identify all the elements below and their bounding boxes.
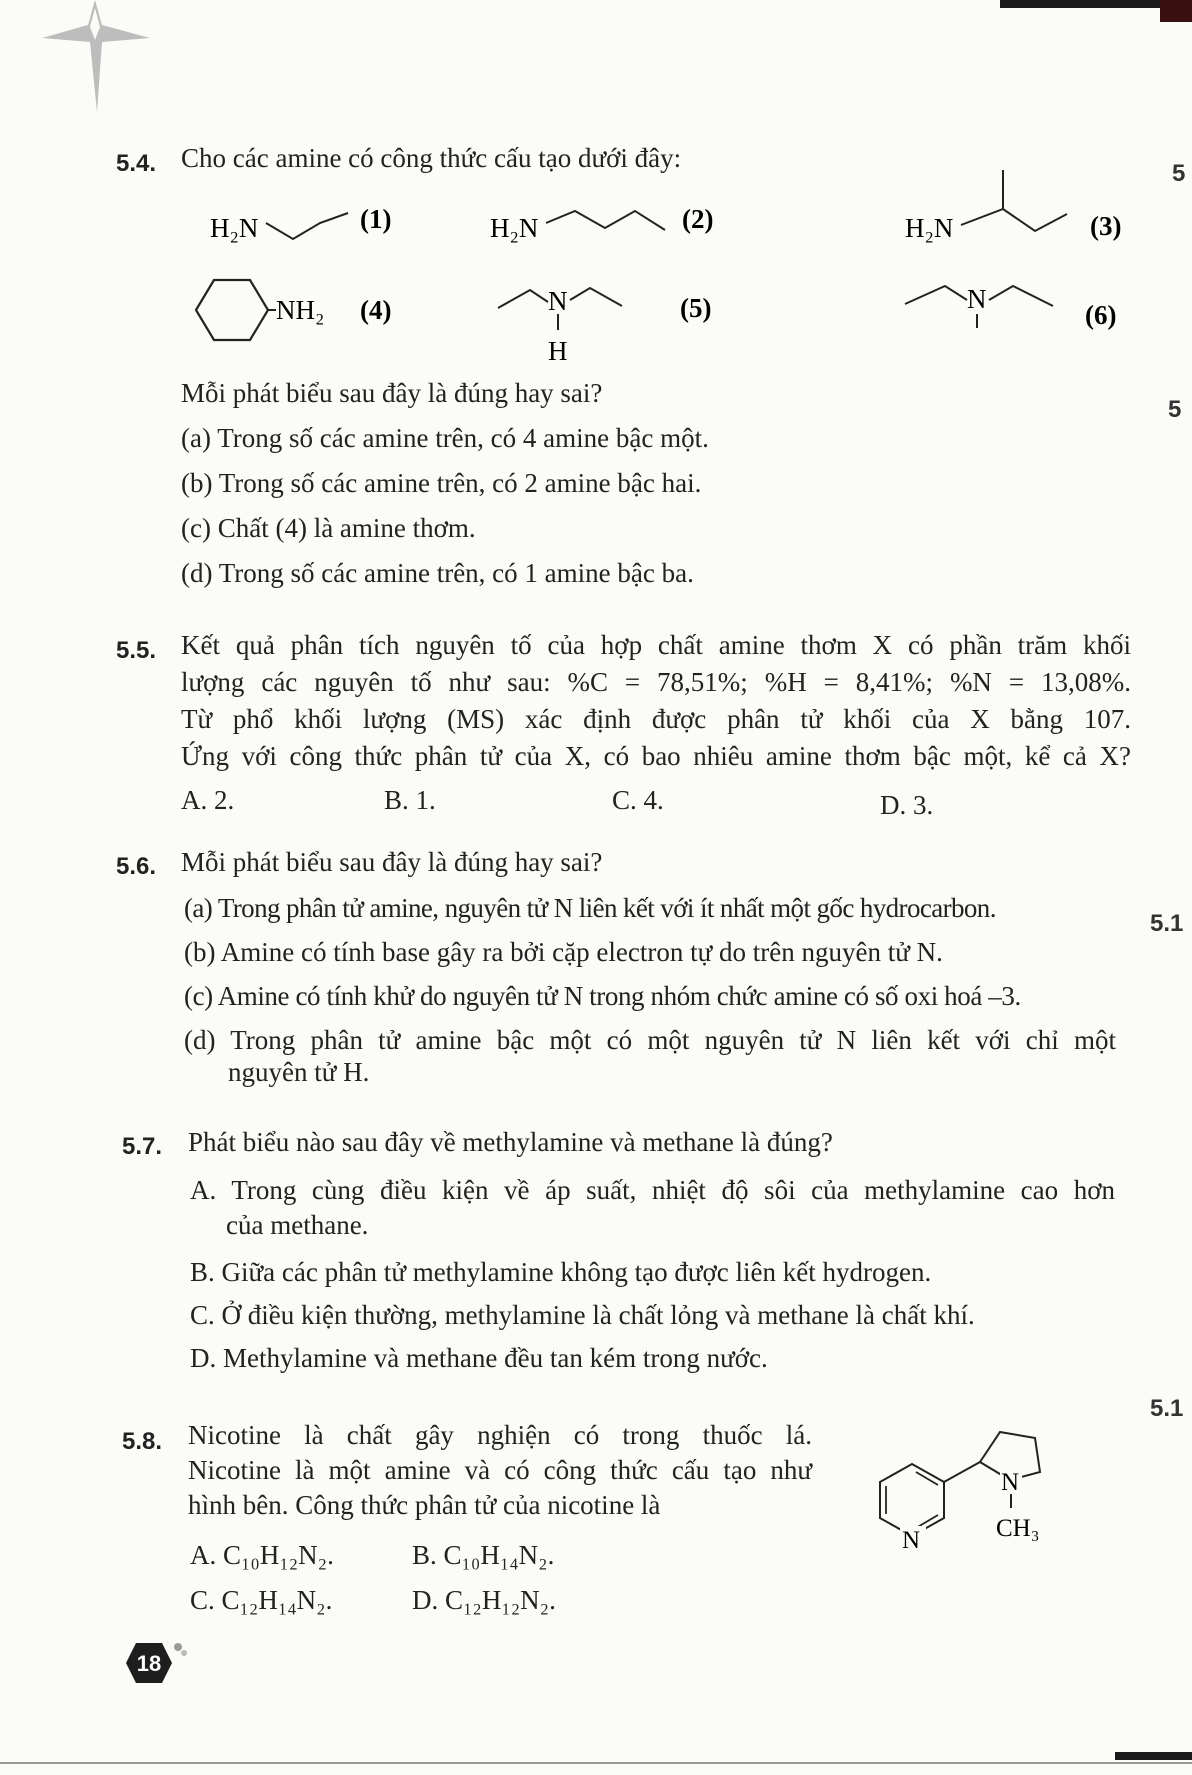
statement-b: (b) Trong số các amine trên, có 2 amine bậc hai. xyxy=(181,468,702,498)
question-line: Từ phổ khối lượng (MS) xác định được phân tử khối của X bằng 107. xyxy=(181,704,1131,734)
question-prompt: Mỗi phát biểu sau đây là đúng hay sai? xyxy=(181,378,603,408)
option-d: D. 3. xyxy=(880,790,934,820)
statement-b: (b) Amine có tính base gây ra bởi cặp electron tự do trên nguyên tử N. xyxy=(184,937,943,967)
option-b: B. 1. xyxy=(384,785,436,815)
structure-3-label: (3) xyxy=(1090,211,1122,241)
edge-mark: 5.1 xyxy=(1150,910,1184,937)
option-d: D. C₁₂H₁₂N₂. xyxy=(412,1585,556,1615)
statement-a: (a) Trong phân tử amine, nguyên tử N liên kết với ít nhất một gốc hydrocarbon. xyxy=(184,893,996,923)
nicotine-ring-n: N xyxy=(902,1527,921,1554)
structure-5-h: H xyxy=(548,336,568,366)
structure-3 xyxy=(895,165,1155,260)
question-line: Nicotine là chất gây nghiện có trong thuốc lá. xyxy=(188,1420,812,1450)
option-d: D. Methylamine và methane đều tan kém trong nước. xyxy=(190,1343,768,1373)
question-line: lượng các nguyên tố như sau: %C = 78,51%; %H = 8,41%; %N = 13,08%. xyxy=(181,667,1131,697)
structure-5-label: (5) xyxy=(680,293,712,323)
option-b: B. C₁₀H₁₄N₂. xyxy=(412,1540,555,1570)
structure-2 xyxy=(480,195,740,255)
statement-c: (c) Amine có tính khử do nguyên tử N trong nhóm chức amine có số oxi hoá –3. xyxy=(184,981,1021,1011)
structure-6 xyxy=(895,272,1155,342)
structure-5 xyxy=(490,272,750,372)
option-a: A. C₁₀H₁₂N₂. xyxy=(190,1540,334,1570)
edge-mark: 5 xyxy=(1172,160,1186,187)
structure-3-formula: H₂N xyxy=(905,213,954,243)
statement-d-cont: nguyên tử H. xyxy=(228,1057,370,1087)
structure-2-formula: H₂N xyxy=(490,213,539,243)
question-number: 5.4. xyxy=(116,150,157,177)
option-a: A. 2. xyxy=(181,785,235,815)
structure-4-formula: NH₂ xyxy=(276,295,325,325)
book-logo-icon xyxy=(40,0,150,115)
bottom-edge-bar xyxy=(1115,1752,1192,1760)
question-line: Kết quả phân tích nguyên tố của hợp chất amine thơm X có phần trăm khối xyxy=(181,630,1131,660)
structure-1 xyxy=(200,195,420,255)
question-line: Ứng với công thức phân tử của X, có bao nhiêu amine thơm bậc một, kể cả X? xyxy=(181,741,1131,771)
question-stem: Mỗi phát biểu sau đây là đúng hay sai? xyxy=(181,847,603,877)
page-number-badge xyxy=(112,1635,192,1695)
question-number: 5.6. xyxy=(116,853,157,880)
option-c: C. Ở điều kiện thường, methylamine là chất lỏng và methane là chất khí. xyxy=(190,1300,975,1330)
option-c: C. 4. xyxy=(612,785,664,815)
structure-4 xyxy=(190,272,420,352)
structure-6-label: (6) xyxy=(1085,300,1117,330)
question-stem: Cho các amine có công thức cấu tạo dưới đây: xyxy=(181,143,682,173)
nicotine-methyl: CH₃ xyxy=(996,1515,1040,1542)
edge-mark: 5 xyxy=(1168,396,1182,423)
structure-1-label: (1) xyxy=(360,204,392,234)
statement-d: (d) Trong phân tử amine bậc một có một nguyên tử N liên kết với chỉ một xyxy=(184,1025,1116,1055)
nicotine-structure xyxy=(870,1420,1090,1560)
statement-c: (c) Chất (4) là amine thơm. xyxy=(181,513,476,543)
option-a-cont: của methane. xyxy=(226,1210,369,1240)
option-a: A. Trong cùng điều kiện về áp suất, nhiệt độ sôi của methylamine cao hơn xyxy=(190,1175,1115,1205)
statement-d: (d) Trong số các amine trên, có 1 amine bậc ba. xyxy=(181,558,694,588)
question-number: 5.5. xyxy=(116,637,157,664)
structure-6-n: N xyxy=(967,284,987,314)
structure-2-label: (2) xyxy=(682,204,714,234)
structure-4-label: (4) xyxy=(360,295,392,325)
structure-5-n: N xyxy=(548,286,568,316)
statement-a: (a) Trong số các amine trên, có 4 amine bậc một. xyxy=(181,423,709,453)
question-number: 5.7. xyxy=(122,1133,163,1160)
question-line: Nicotine là một amine và có công thức cấu tạo như xyxy=(188,1455,812,1485)
bottom-rule xyxy=(0,1762,1192,1764)
question-stem: Phát biểu nào sau đây về methylamine và methane là đúng? xyxy=(188,1127,833,1157)
option-b: B. Giữa các phân tử methylamine không tạo được liên kết hydrogen. xyxy=(190,1257,932,1287)
nicotine-ring-n2: N xyxy=(1001,1469,1020,1496)
edge-mark: 5.1 xyxy=(1150,1395,1184,1422)
question-line: hình bên. Công thức phân tử của nicotine là xyxy=(188,1490,661,1520)
page-number: 18 xyxy=(136,1651,162,1676)
question-number: 5.8. xyxy=(122,1428,163,1455)
structure-1-formula: H₂N xyxy=(210,213,259,243)
option-c: C. C₁₂H₁₄N₂. xyxy=(190,1585,333,1615)
top-edge-block xyxy=(1160,0,1192,22)
